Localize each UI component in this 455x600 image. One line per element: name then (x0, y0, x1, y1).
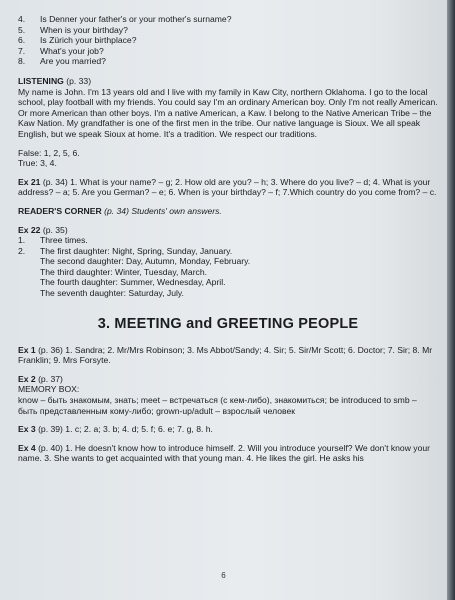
readers-corner-label: READER'S CORNER (18, 205, 102, 216)
list-item: The seventh daughter: Saturday, July. (40, 288, 184, 299)
ex4-label: Ex 4 (18, 442, 36, 453)
list-item: 7. What's your job? (18, 45, 104, 56)
list-item: 4. Is Denner your father's or your mother's surname? (18, 14, 232, 24)
memory-box-label: MEMORY BOX: (18, 384, 80, 395)
ex22-heading: Ex 22 (p. 35) (18, 224, 68, 235)
list-item: 2. The first daughter: Night, Spring, Sunday, January. (18, 245, 233, 256)
list-item: The second daughter: Day, Autumn, Monday, February. (40, 256, 251, 267)
ex3-block: Ex 3 (p. 39) 1. c; 2. a; 3. b; 4. d; 5. f; 6. e; 7. g, 8. h. (18, 424, 213, 435)
ex1-block: Ex 1 (p. 36) 1. Sandra; 2. Mr/Mrs Robinson; 3. Ms Abbot/Sandy; 4. Sir; 5. Sir/Mr Scott; 6. Doctor; 7. Sir; 8. Mr Franklin; 9. Mrs Forsyte. (18, 344, 433, 366)
list-item: 8. Are you married? (18, 56, 106, 67)
ex1-label: Ex 1 (18, 344, 36, 355)
list-item: The fourth daughter: Summer, Wednesday, April. (40, 277, 226, 288)
ex2-heading: Ex 2 (p. 37) (18, 373, 63, 384)
false-answers: False: 1, 2, 5, 6. (18, 147, 80, 158)
ex22-list (18, 235, 438, 299)
readers-corner-text: (p. 34) Students' own answers. (101, 205, 222, 216)
chapter-title: 3. MEETING and GREETING PEOPLE (97, 315, 359, 332)
ex3-label: Ex 3 (18, 424, 36, 435)
page-number: 6 (221, 571, 226, 580)
page-edge-shadow (447, 0, 455, 600)
list-item: The third daughter: Winter, Tuesday, March. (40, 266, 208, 277)
readers-corner-block (18, 206, 438, 217)
list-item: 1. Three times. (18, 235, 88, 246)
question-list (18, 14, 438, 67)
list-item: 5. When is your birthday? (18, 24, 128, 35)
memory-box-vocab: know – быть знакомым, знать; meet – встречаться (с кем-либо), знакомиться; be introduced to smb – быть представленным кому-либо; grown-up/adult – взрослый человек (18, 395, 417, 416)
page-content (18, 14, 438, 472)
listening-text: My name is John. I'm 13 years old and I live with my family in Kaw City, northern Oklahoma. I go to the local school, play football with my friends. You could say I'm an ordinary American boy. Only I'm not really American. Or more American than other boys. I'm a native American, a Kaw. I belong to the Native American Tribe – the Kaw Nation. My grandfather is one of the first men in the tribe. Our native language is Sioux. We all speak English, but we speak Sioux at home. It's a tradition. We respect our traditions. (18, 86, 438, 139)
listening-heading: LISTENING (p. 33) (18, 75, 92, 86)
ex4-block: Ex 4 (p. 40) 1. He doesn't know how to introduce himself. 2. Will you introduce yourself? We don't know your name. 3. She wants to get acquainted with that young man. 4. He likes the girl. He asks his (18, 442, 431, 464)
true-answers: True: 3, 4. (18, 158, 57, 169)
list-item: 6. Is Zürich your birthplace? (18, 35, 137, 46)
ex21-label: Ex 21 (18, 176, 41, 187)
ex21-text: (p. 34) 1. What is your name? – g; 2. How old are you? – h; 3. Where do you live? – d; 4. What is your address? – a; 5. Are you German? – e; 6. When is your birthday? – f; 7.Which country do you come from? – c. (18, 176, 437, 198)
ex21-block (18, 177, 438, 198)
